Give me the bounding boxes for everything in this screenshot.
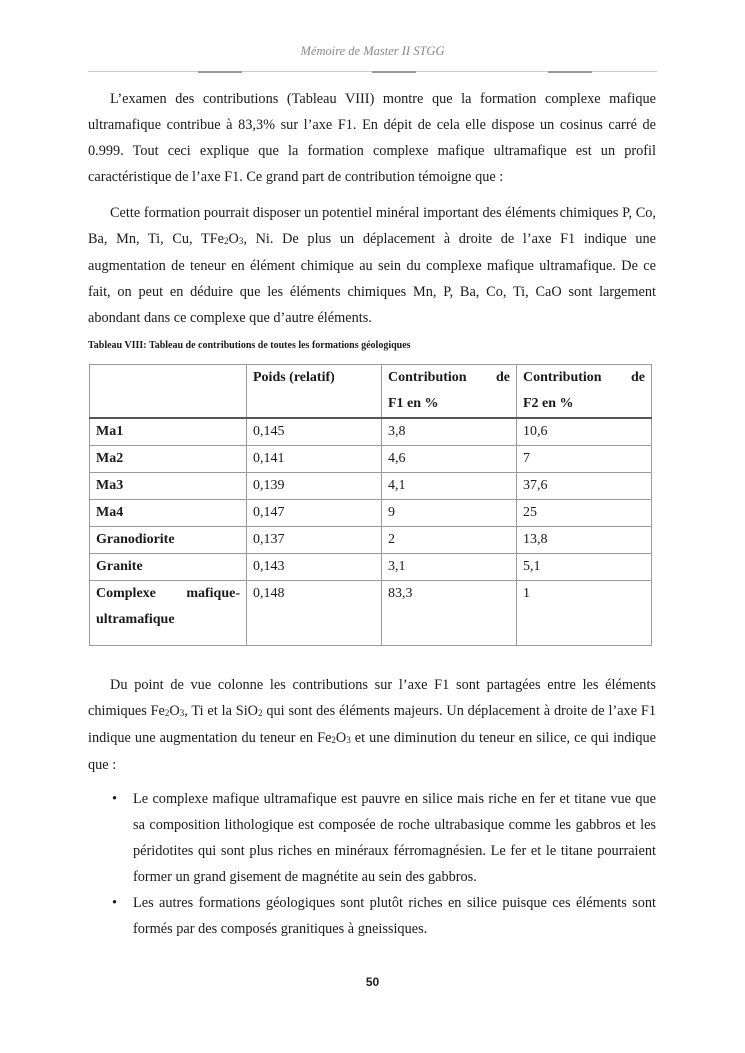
running-header: Mémoire de Master II STGG xyxy=(300,44,445,58)
bullet-text: Le complexe mafique ultramafique est pauvre en silice mais riche en fer et titane vue que sa composition lithologique est composée de roche ultrabasique comme les gabbros et les péridotites qui sont plus riches en minéraux férromagnésien. Le fer et le titane pourraient former un grand gisement de magnétite au sein des gabbros. xyxy=(133,791,656,885)
table-caption: Tableau VIII: Tableau de contributions de toutes les formations géologiques xyxy=(88,340,411,351)
bullet-text: Les autres formations géologiques sont plutôt riches en silice puisque ces éléments sont formés par des composés granitiques à gneissiques. xyxy=(133,895,656,937)
header-contribution-f1: Contribution de F1 en % xyxy=(382,365,517,419)
header-rule-accent xyxy=(372,71,416,73)
list-item xyxy=(88,890,656,942)
row-f2: 37,6 xyxy=(517,473,652,500)
row-name: Ma2 xyxy=(90,446,247,473)
row-name: Complexe mafique- ultramafique xyxy=(90,581,247,646)
list-item xyxy=(88,786,656,890)
table-row xyxy=(90,446,652,473)
row-f1: 9 xyxy=(382,500,517,527)
row-f1: 83,3 xyxy=(382,581,517,646)
header-contribution-f2: Contribution de F2 en % xyxy=(517,365,652,419)
paragraph-1-block xyxy=(88,86,656,190)
header-poids: Poids (relatif) xyxy=(247,365,382,419)
row-name: Ma3 xyxy=(90,473,247,500)
row-f1: 3,1 xyxy=(382,554,517,581)
paragraph-3-block xyxy=(88,672,656,778)
row-f1: 4,6 xyxy=(382,446,517,473)
row-f2: 13,8 xyxy=(517,527,652,554)
paragraph-1: L’examen des contributions (Tableau VIII) montre que la formation complexe mafique ultramafique contribue à 83,3% sur l’axe F1. En dépit de cela elle dispose un cosinus carré de 0.999. Tout ceci explique que la formation complexe mafique ultramafique est un profil caractéristique de l’axe F1. Ce grand part de contribution témoigne que : xyxy=(88,91,656,185)
contributions-table xyxy=(89,364,652,646)
row-f2: 25 xyxy=(517,500,652,527)
paragraph-3: Du point de vue colonne les contributions sur l’axe F1 sont partagées entre les éléments chimiques $Fe_2O_3$, Ti et la SiO$_2$ qui sont des éléments majeurs. Un déplacement à droite de l’axe F1 indique une augmentation du teneur en $Fe_2O_3$ et une diminution du teneur en silice, ce qui indique que : xyxy=(88,677,656,773)
table-row xyxy=(90,500,652,527)
row-poids: 0,145 xyxy=(247,418,382,446)
row-poids: 0,147 xyxy=(247,500,382,527)
header-rule-accent xyxy=(198,71,242,73)
row-poids: 0,139 xyxy=(247,473,382,500)
row-name: Ma1 xyxy=(90,418,247,446)
header-rule-accent xyxy=(548,71,592,73)
table-row xyxy=(90,527,652,554)
page-number: 50 xyxy=(365,975,380,989)
row-f2: 10,6 xyxy=(517,418,652,446)
row-f2: 7 xyxy=(517,446,652,473)
row-poids: 0,143 xyxy=(247,554,382,581)
row-name: Granodiorite xyxy=(90,527,247,554)
header-empty-cell xyxy=(90,365,247,419)
row-f2: 5,1 xyxy=(517,554,652,581)
table-row xyxy=(90,473,652,500)
row-poids: 0,141 xyxy=(247,446,382,473)
bullet-icon: • xyxy=(112,895,118,911)
table-header-row xyxy=(90,365,652,419)
row-f2: 1 xyxy=(517,581,652,646)
bullet-list xyxy=(88,786,656,942)
row-f1: 3,8 xyxy=(382,418,517,446)
row-poids: 0,137 xyxy=(247,527,382,554)
paragraph-2: Cette formation pourrait disposer un potentiel minéral important des éléments chimiques P, Co, Ba, Mn, Ti, Cu, $TFe_2O_3$, Ni. De plus un déplacement à droite de l’axe F1 indique une augmentation de teneur en élément chimique au sein du complexe mafique ultramafique. De ce fait, on peut en déduire que les éléments chimiques Mn, P, Ba, Co, Ti, CaO sont largement abondant dans ce complexe que d’autre éléments. xyxy=(88,205,656,326)
table-row xyxy=(90,418,652,446)
paragraph-2-block xyxy=(88,200,656,331)
table-row xyxy=(90,554,652,581)
row-f1: 2 xyxy=(382,527,517,554)
row-poids: 0,148 xyxy=(247,581,382,646)
table-row xyxy=(90,581,652,646)
row-f1: 4,1 xyxy=(382,473,517,500)
bullet-icon: • xyxy=(112,791,118,807)
row-name: Ma4 xyxy=(90,500,247,527)
row-name: Granite xyxy=(90,554,247,581)
